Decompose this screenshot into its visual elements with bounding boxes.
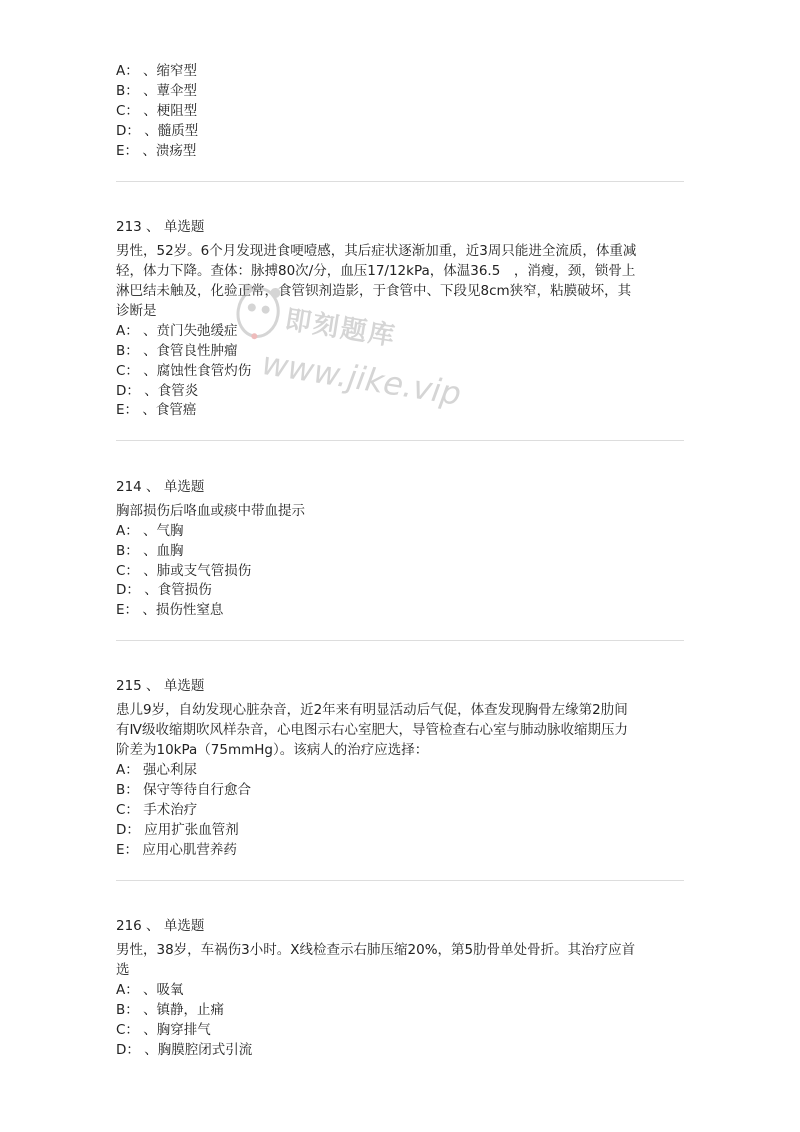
q213-stem-line-2: 轻，体力下降。查体：脉搏80次/分，血压17/12kPa，体温36.5 ，消瘦，颈，锁骨上 xyxy=(116,263,636,279)
q215-header: 215 、 单选题 xyxy=(116,678,205,694)
q214-option-e[interactable]: E： 、损伤性窒息 xyxy=(116,602,224,618)
q213-option-a[interactable]: A： 、贲门失弛缓症 xyxy=(116,323,238,339)
q214-option-d[interactable]: D： 、食管损伤 xyxy=(116,582,212,598)
watermark-url: www.jike.vip xyxy=(259,344,464,413)
q216-header: 216 、 单选题 xyxy=(116,918,205,934)
q213-stem-line-3: 淋巴结未触及，化验正常，食管钡剂造影，于食管中、下段见8cm狭窄，粘膜破坏，其 xyxy=(116,283,632,299)
q216-stem-line-2: 选 xyxy=(116,962,130,978)
q215-option-b[interactable]: B： 保守等待自行愈合 xyxy=(116,782,252,798)
divider xyxy=(116,440,684,441)
q216-option-a[interactable]: A： 、吸氧 xyxy=(116,982,184,998)
q215-option-a[interactable]: A： 强心利尿 xyxy=(116,762,198,778)
q215-option-d[interactable]: D： 应用扩张血管剂 xyxy=(116,822,239,838)
q213-option-d[interactable]: D： 、食管炎 xyxy=(116,383,199,399)
q216-option-d[interactable]: D： 、胸膜腔闭式引流 xyxy=(116,1042,253,1058)
q215-stem-line-2: 有Ⅳ级收缩期吹风样杂音，心电图示右心室肥大，导管检查右心室与肺动脉收缩期压力 xyxy=(116,722,628,738)
q213-option-b[interactable]: B： 、食管良性肿瘤 xyxy=(116,343,238,359)
q216-stem-line-1: 男性，38岁，车祸伤3小时。X线检查示右肺压缩20%，第5肋骨单处骨折。其治疗应首 xyxy=(116,942,636,958)
q216-option-b[interactable]: B： 、镇静，止痛 xyxy=(116,1002,225,1018)
watermark-brand: 即刻题库 xyxy=(282,305,399,353)
divider xyxy=(116,640,684,641)
q215-stem-line-3: 阶差为10kPa（75mmHg）。该病人的治疗应选择： xyxy=(116,742,429,758)
q214-option-b[interactable]: B： 、血胸 xyxy=(116,543,184,559)
q213-header: 213 、 单选题 xyxy=(116,219,205,235)
q214-option-a[interactable]: A： 、气胸 xyxy=(116,523,184,539)
q214-option-c[interactable]: C： 、肺或支气管损伤 xyxy=(116,563,252,579)
q213-stem-line-1: 男性，52岁。6个月发现进食哽噎感，其后症状逐渐加重，近3周只能进全流质，体重减 xyxy=(116,243,637,259)
q212-option-e[interactable]: E： 、溃疡型 xyxy=(116,143,197,159)
watermark xyxy=(219,277,464,437)
q212-option-c[interactable]: C： 、梗阻型 xyxy=(116,103,198,119)
q213-option-e[interactable]: E： 、食管癌 xyxy=(116,402,197,418)
q215-stem-line-1: 患儿9岁，自幼发现心脏杂音，近2年来有明显活动后气促，体查发现胸骨左缘第2肋间 xyxy=(116,702,628,718)
q215-option-c[interactable]: C： 手术治疗 xyxy=(116,802,198,818)
divider xyxy=(116,181,684,182)
q213-stem-line-4: 诊断是 xyxy=(116,303,157,319)
divider xyxy=(116,880,684,881)
q216-option-c[interactable]: C： 、胸穿排气 xyxy=(116,1022,211,1038)
q212-option-d[interactable]: D： 、髓质型 xyxy=(116,123,199,139)
q212-option-b[interactable]: B： 、蕈伞型 xyxy=(116,83,198,99)
q215-option-e[interactable]: E： 应用心肌营养药 xyxy=(116,842,237,858)
q213-option-c[interactable]: C： 、腐蚀性食管灼伤 xyxy=(116,363,252,379)
q212-option-a[interactable]: A： 、缩窄型 xyxy=(116,63,198,79)
q214-stem-line-1: 胸部损伤后咯血或痰中带血提示 xyxy=(116,503,305,519)
q214-header: 214 、 单选题 xyxy=(116,479,205,495)
